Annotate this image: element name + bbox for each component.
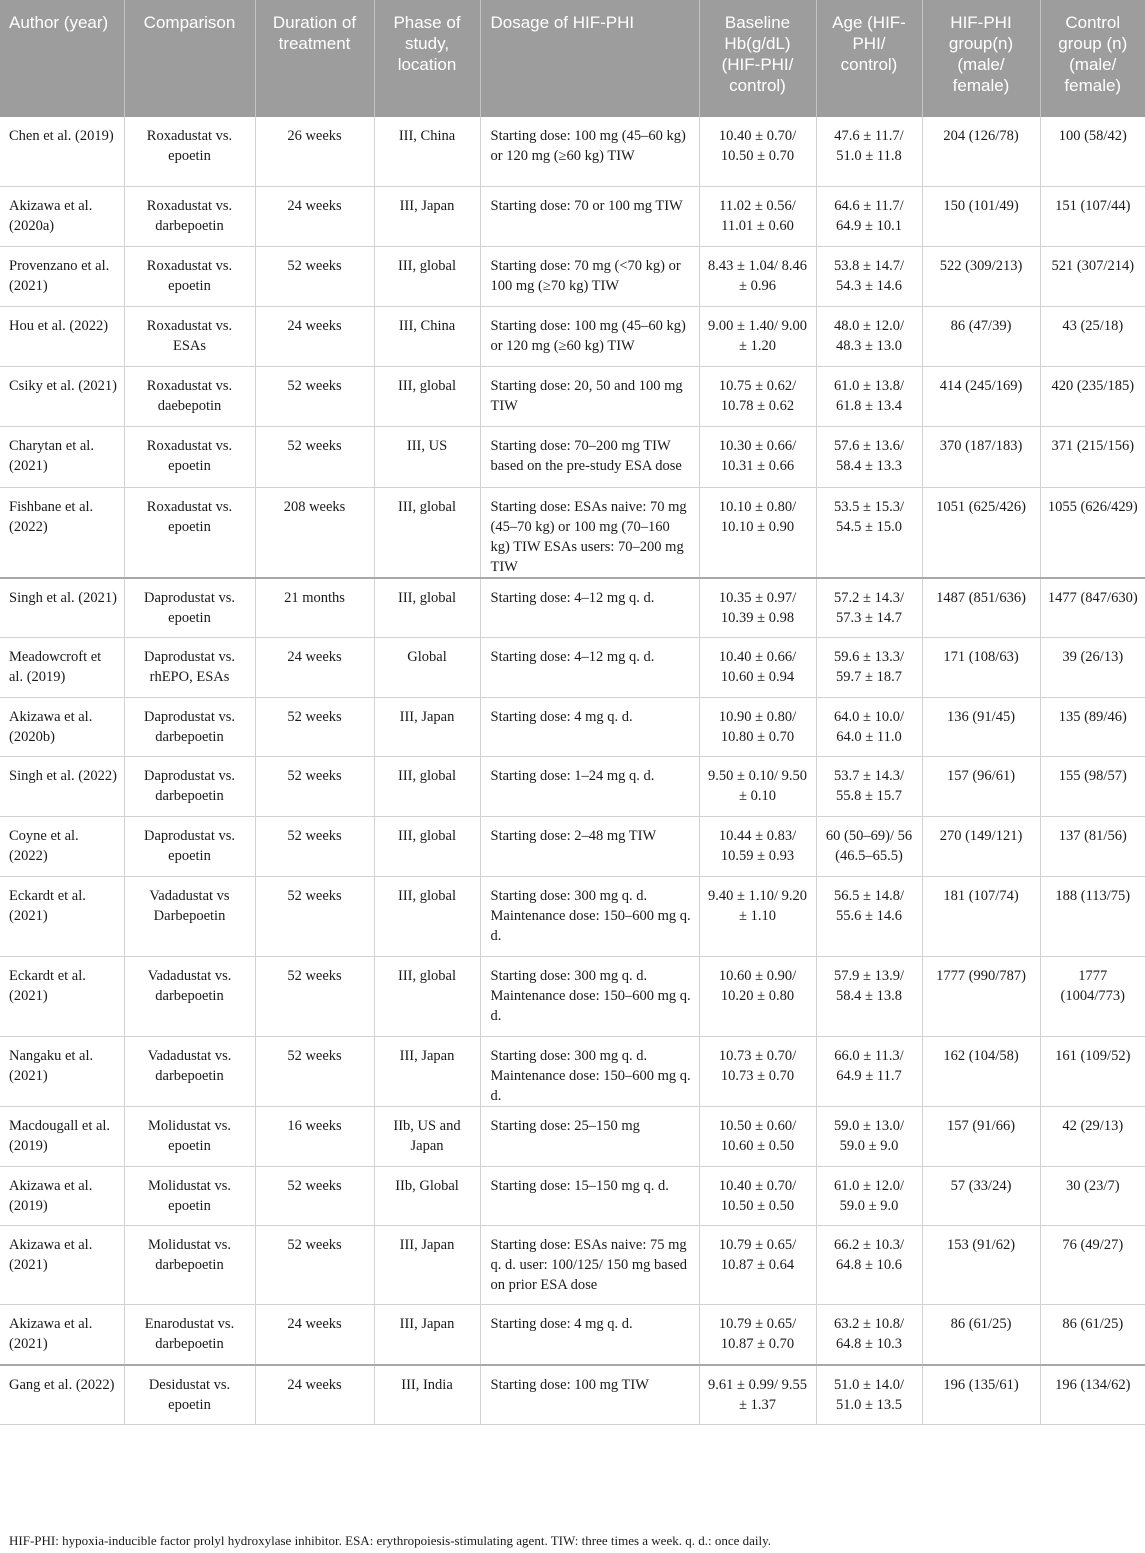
cell-author: Macdougall et al. (2019) [0, 1107, 124, 1167]
cell-comparison: Daprodustat vs. epoetin [124, 817, 255, 877]
cell-phase: III, Japan [374, 186, 480, 246]
cell-age: 51.0 ± 14.0/ 51.0 ± 13.5 [816, 1365, 922, 1425]
cell-dosage: Starting dose: 100 mg TIW [480, 1365, 699, 1425]
header-duration: Duration of treatment [255, 0, 374, 117]
cell-dosage: Starting dose: 2–48 mg TIW [480, 817, 699, 877]
cell-hif-phi-group: 270 (149/121) [922, 817, 1040, 877]
cell-duration: 52 weeks [255, 1167, 374, 1226]
header-comparison: Comparison [124, 0, 255, 117]
cell-age: 53.8 ± 14.7/ 54.3 ± 14.6 [816, 246, 922, 306]
cell-baseline-hb: 10.60 ± 0.90/ 10.20 ± 0.80 [699, 957, 816, 1037]
table-row [0, 578, 1145, 638]
cell-phase: III, China [374, 306, 480, 366]
cell-duration: 52 weeks [255, 757, 374, 817]
cell-control-group: 1477 (847/630) [1040, 578, 1145, 638]
cell-phase: III, global [374, 817, 480, 877]
cell-baseline-hb: 10.44 ± 0.83/ 10.59 ± 0.93 [699, 817, 816, 877]
cell-age: 56.5 ± 14.8/ 55.6 ± 14.6 [816, 877, 922, 957]
cell-hif-phi-group: 414 (245/169) [922, 366, 1040, 426]
cell-baseline-hb: 10.30 ± 0.66/ 10.31 ± 0.66 [699, 426, 816, 487]
cell-author: Singh et al. (2022) [0, 757, 124, 817]
cell-control-group: 43 (25/18) [1040, 306, 1145, 366]
cell-author: Fishbane et al. (2022) [0, 487, 124, 578]
cell-dosage: Starting dose: 100 mg (45–60 kg) or 120 mg (≥60 kg) TIW [480, 117, 699, 186]
cell-duration: 24 weeks [255, 638, 374, 698]
cell-hif-phi-group: 162 (104/58) [922, 1037, 1040, 1107]
cell-baseline-hb: 10.40 ± 0.70/ 10.50 ± 0.50 [699, 1167, 816, 1226]
cell-control-group: 137 (81/56) [1040, 817, 1145, 877]
table-row [0, 957, 1145, 1037]
cell-dosage: Starting dose: 4 mg q. d. [480, 698, 699, 757]
cell-dosage: Starting dose: ESAs naive: 70 mg (45–70 kg) or 100 mg (70–160 kg) TIW ESAs users: 70–200 mg TIW [480, 487, 699, 578]
cell-author: Meadowcroft et al. (2019) [0, 638, 124, 698]
cell-comparison: Daprodustat vs. darbepoetin [124, 757, 255, 817]
cell-baseline-hb: 10.79 ± 0.65/ 10.87 ± 0.64 [699, 1226, 816, 1305]
cell-author: Hou et al. (2022) [0, 306, 124, 366]
table-row [0, 698, 1145, 757]
cell-comparison: Roxadustat vs. daebepotin [124, 366, 255, 426]
table-row [0, 1226, 1145, 1305]
cell-author: Akizawa et al. (2021) [0, 1305, 124, 1365]
cell-hif-phi-group: 181 (107/74) [922, 877, 1040, 957]
cell-duration: 24 weeks [255, 186, 374, 246]
cell-comparison: Daprodustat vs. rhEPO, ESAs [124, 638, 255, 698]
cell-duration: 52 weeks [255, 877, 374, 957]
table-row [0, 1365, 1145, 1425]
cell-age: 64.0 ± 10.0/ 64.0 ± 11.0 [816, 698, 922, 757]
cell-comparison: Roxadustat vs. epoetin [124, 246, 255, 306]
cell-baseline-hb: 8.43 ± 1.04/ 8.46 ± 0.96 [699, 246, 816, 306]
cell-duration: 52 weeks [255, 366, 374, 426]
cell-control-group: 371 (215/156) [1040, 426, 1145, 487]
cell-baseline-hb: 10.75 ± 0.62/ 10.78 ± 0.62 [699, 366, 816, 426]
cell-control-group: 39 (26/13) [1040, 638, 1145, 698]
cell-dosage: Starting dose: 4 mg q. d. [480, 1305, 699, 1365]
cell-phase: III, global [374, 366, 480, 426]
cell-hif-phi-group: 157 (91/66) [922, 1107, 1040, 1167]
cell-age: 53.5 ± 15.3/ 54.5 ± 15.0 [816, 487, 922, 578]
cell-duration: 24 weeks [255, 1365, 374, 1425]
cell-duration: 52 weeks [255, 698, 374, 757]
table-row [0, 817, 1145, 877]
cell-control-group: 42 (29/13) [1040, 1107, 1145, 1167]
cell-control-group: 30 (23/7) [1040, 1167, 1145, 1226]
cell-control-group: 1777 (1004/773) [1040, 957, 1145, 1037]
cell-age: 47.6 ± 11.7/ 51.0 ± 11.8 [816, 117, 922, 186]
cell-control-group: 188 (113/75) [1040, 877, 1145, 957]
cell-age: 53.7 ± 14.3/ 55.8 ± 15.7 [816, 757, 922, 817]
cell-duration: 52 weeks [255, 1226, 374, 1305]
cell-age: 64.6 ± 11.7/ 64.9 ± 10.1 [816, 186, 922, 246]
cell-hif-phi-group: 57 (33/24) [922, 1167, 1040, 1226]
cell-hif-phi-group: 204 (126/78) [922, 117, 1040, 186]
cell-baseline-hb: 11.02 ± 0.56/ 11.01 ± 0.60 [699, 186, 816, 246]
cell-duration: 24 weeks [255, 1305, 374, 1365]
table-row [0, 306, 1145, 366]
cell-comparison: Roxadustat vs. darbepoetin [124, 186, 255, 246]
cell-hif-phi-group: 157 (96/61) [922, 757, 1040, 817]
cell-author: Chen et al. (2019) [0, 117, 124, 186]
cell-control-group: 155 (98/57) [1040, 757, 1145, 817]
cell-age: 63.2 ± 10.8/ 64.8 ± 10.3 [816, 1305, 922, 1365]
cell-control-group: 420 (235/185) [1040, 366, 1145, 426]
cell-dosage: Starting dose: 15–150 mg q. d. [480, 1167, 699, 1226]
cell-control-group: 1055 (626/429) [1040, 487, 1145, 578]
cell-baseline-hb: 10.50 ± 0.60/ 10.60 ± 0.50 [699, 1107, 816, 1167]
cell-phase: III, global [374, 578, 480, 638]
cell-dosage: Starting dose: 70 mg (<70 kg) or 100 mg (≥70 kg) TIW [480, 246, 699, 306]
cell-hif-phi-group: 1051 (625/426) [922, 487, 1040, 578]
table-row [0, 246, 1145, 306]
cell-age: 60 (50–69)/ 56 (46.5–65.5) [816, 817, 922, 877]
cell-phase: III, global [374, 877, 480, 957]
cell-hif-phi-group: 1777 (990/787) [922, 957, 1040, 1037]
cell-control-group: 161 (109/52) [1040, 1037, 1145, 1107]
header-control-group: Control group (n) (male/ female) [1040, 0, 1145, 117]
cell-control-group: 151 (107/44) [1040, 186, 1145, 246]
cell-age: 61.0 ± 13.8/ 61.8 ± 13.4 [816, 366, 922, 426]
cell-comparison: Molidustat vs. darbepoetin [124, 1226, 255, 1305]
cell-baseline-hb: 9.50 ± 0.10/ 9.50 ± 0.10 [699, 757, 816, 817]
cell-comparison: Molidustat vs. epoetin [124, 1167, 255, 1226]
cell-author: Coyne et al. (2022) [0, 817, 124, 877]
header-phase: Phase of study, location [374, 0, 480, 117]
cell-author: Csiky et al. (2021) [0, 366, 124, 426]
cell-author: Singh et al. (2021) [0, 578, 124, 638]
cell-comparison: Roxadustat vs. epoetin [124, 487, 255, 578]
cell-duration: 52 weeks [255, 246, 374, 306]
header-baseline-hb: Baseline Hb(g/dL) (HIF-PHI/ control) [699, 0, 816, 117]
cell-comparison: Desidustat vs. epoetin [124, 1365, 255, 1425]
cell-hif-phi-group: 1487 (851/636) [922, 578, 1040, 638]
cell-hif-phi-group: 370 (187/183) [922, 426, 1040, 487]
cell-dosage: Starting dose: 20, 50 and 100 mg TIW [480, 366, 699, 426]
cell-baseline-hb: 10.10 ± 0.80/ 10.10 ± 0.90 [699, 487, 816, 578]
cell-dosage: Starting dose: 70 or 100 mg TIW [480, 186, 699, 246]
cell-baseline-hb: 10.79 ± 0.65/ 10.87 ± 0.70 [699, 1305, 816, 1365]
cell-comparison: Molidustat vs. epoetin [124, 1107, 255, 1167]
header-row [0, 0, 1145, 117]
table-footnote: HIF-PHI: hypoxia-inducible factor prolyl hydroxylase inhibitor. ESA: erythropoiesis-stimulating agent. TIW: three times a week. q. d.: once daily. [9, 1533, 772, 1548]
cell-dosage: Starting dose: 300 mg q. d. Maintenance dose: 150–600 mg q. d. [480, 877, 699, 957]
cell-age: 66.2 ± 10.3/ 64.8 ± 10.6 [816, 1226, 922, 1305]
cell-baseline-hb: 9.00 ± 1.40/ 9.00 ± 1.20 [699, 306, 816, 366]
header-hif-phi-group: HIF-PHI group(n) (male/ female) [922, 0, 1040, 117]
cell-comparison: Roxadustat vs. epoetin [124, 117, 255, 186]
cell-dosage: Starting dose: 4–12 mg q. d. [480, 578, 699, 638]
cell-author: Eckardt et al. (2021) [0, 877, 124, 957]
cell-dosage: Starting dose: 300 mg q. d. Maintenance dose: 150–600 mg q. d. [480, 957, 699, 1037]
cell-dosage: Starting dose: 300 mg q. d. Maintenance dose: 150–600 mg q. d. [480, 1037, 699, 1107]
cell-comparison: Daprodustat vs. darbepoetin [124, 698, 255, 757]
cell-age: 48.0 ± 12.0/ 48.3 ± 13.0 [816, 306, 922, 366]
cell-age: 59.0 ± 13.0/ 59.0 ± 9.0 [816, 1107, 922, 1167]
cell-phase: III, India [374, 1365, 480, 1425]
cell-author: Akizawa et al. (2020a) [0, 186, 124, 246]
cell-phase: IIb, Global [374, 1167, 480, 1226]
cell-duration: 21 months [255, 578, 374, 638]
cell-duration: 208 weeks [255, 487, 374, 578]
cell-dosage: Starting dose: 100 mg (45–60 kg) or 120 mg (≥60 kg) TIW [480, 306, 699, 366]
cell-baseline-hb: 9.40 ± 1.10/ 9.20 ± 1.10 [699, 877, 816, 957]
table-row [0, 757, 1145, 817]
table-row [0, 426, 1145, 487]
cell-baseline-hb: 10.35 ± 0.97/ 10.39 ± 0.98 [699, 578, 816, 638]
cell-duration: 52 weeks [255, 817, 374, 877]
cell-hif-phi-group: 136 (91/45) [922, 698, 1040, 757]
cell-control-group: 135 (89/46) [1040, 698, 1145, 757]
cell-age: 59.6 ± 13.3/ 59.7 ± 18.7 [816, 638, 922, 698]
cell-baseline-hb: 10.90 ± 0.80/ 10.80 ± 0.70 [699, 698, 816, 757]
cell-comparison: Daprodustat vs. epoetin [124, 578, 255, 638]
cell-hif-phi-group: 153 (91/62) [922, 1226, 1040, 1305]
cell-phase: III, Japan [374, 1037, 480, 1107]
table-row [0, 638, 1145, 698]
cell-control-group: 86 (61/25) [1040, 1305, 1145, 1365]
cell-dosage: Starting dose: 1–24 mg q. d. [480, 757, 699, 817]
cell-phase: III, Japan [374, 1305, 480, 1365]
table-row [0, 1305, 1145, 1365]
cell-hif-phi-group: 171 (108/63) [922, 638, 1040, 698]
cell-duration: 24 weeks [255, 306, 374, 366]
cell-phase: III, Japan [374, 1226, 480, 1305]
table-row [0, 877, 1145, 957]
cell-control-group: 76 (49/27) [1040, 1226, 1145, 1305]
cell-comparison: Vadadustat vs. darbepoetin [124, 957, 255, 1037]
cell-author: Gang et al. (2022) [0, 1365, 124, 1425]
cell-dosage: Starting dose: ESAs naive: 75 mg q. d. user: 100/125/ 150 mg based on prior ESA dose [480, 1226, 699, 1305]
cell-age: 57.2 ± 14.3/ 57.3 ± 14.7 [816, 578, 922, 638]
cell-comparison: Roxadustat vs. epoetin [124, 426, 255, 487]
cell-control-group: 521 (307/214) [1040, 246, 1145, 306]
cell-dosage: Starting dose: 25–150 mg [480, 1107, 699, 1167]
cell-baseline-hb: 9.61 ± 0.99/ 9.55 ± 1.37 [699, 1365, 816, 1425]
cell-baseline-hb: 10.73 ± 0.70/ 10.73 ± 0.70 [699, 1037, 816, 1107]
cell-phase: III, US [374, 426, 480, 487]
table-row [0, 1107, 1145, 1167]
cell-author: Eckardt et al. (2021) [0, 957, 124, 1037]
cell-dosage: Starting dose: 4–12 mg q. d. [480, 638, 699, 698]
cell-comparison: Vadadustat vs Darbepoetin [124, 877, 255, 957]
header-age: Age (HIF-PHI/ control) [816, 0, 922, 117]
cell-dosage: Starting dose: 70–200 mg TIW based on the pre-study ESA dose [480, 426, 699, 487]
cell-phase: IIb, US and Japan [374, 1107, 480, 1167]
cell-hif-phi-group: 522 (309/213) [922, 246, 1040, 306]
table-row [0, 117, 1145, 186]
cell-author: Nangaku et al. (2021) [0, 1037, 124, 1107]
cell-control-group: 100 (58/42) [1040, 117, 1145, 186]
cell-age: 61.0 ± 12.0/ 59.0 ± 9.0 [816, 1167, 922, 1226]
cell-duration: 52 weeks [255, 426, 374, 487]
cell-duration: 26 weeks [255, 117, 374, 186]
table-row [0, 1037, 1145, 1107]
cell-control-group: 196 (134/62) [1040, 1365, 1145, 1425]
table-row [0, 1167, 1145, 1226]
cell-author: Charytan et al. (2021) [0, 426, 124, 487]
cell-age: 66.0 ± 11.3/ 64.9 ± 11.7 [816, 1037, 922, 1107]
cell-age: 57.9 ± 13.9/ 58.4 ± 13.8 [816, 957, 922, 1037]
cell-phase: Global [374, 638, 480, 698]
cell-comparison: Roxadustat vs. ESAs [124, 306, 255, 366]
cell-author: Akizawa et al. (2020b) [0, 698, 124, 757]
cell-phase: III, Japan [374, 698, 480, 757]
cell-phase: III, global [374, 957, 480, 1037]
cell-phase: III, China [374, 117, 480, 186]
cell-baseline-hb: 10.40 ± 0.66/ 10.60 ± 0.94 [699, 638, 816, 698]
cell-phase: III, global [374, 246, 480, 306]
cell-hif-phi-group: 86 (47/39) [922, 306, 1040, 366]
cell-baseline-hb: 10.40 ± 0.70/ 10.50 ± 0.70 [699, 117, 816, 186]
cell-phase: III, global [374, 757, 480, 817]
header-author: Author (year) [0, 0, 124, 117]
cell-hif-phi-group: 150 (101/49) [922, 186, 1040, 246]
cell-hif-phi-group: 86 (61/25) [922, 1305, 1040, 1365]
cell-hif-phi-group: 196 (135/61) [922, 1365, 1040, 1425]
cell-phase: III, global [374, 487, 480, 578]
cell-author: Provenzano et al. (2021) [0, 246, 124, 306]
header-dosage: Dosage of HIF-PHI [480, 0, 699, 117]
table-row [0, 487, 1145, 578]
cell-duration: 52 weeks [255, 1037, 374, 1107]
cell-author: Akizawa et al. (2019) [0, 1167, 124, 1226]
cell-duration: 52 weeks [255, 957, 374, 1037]
table-row [0, 186, 1145, 246]
cell-author: Akizawa et al. (2021) [0, 1226, 124, 1305]
table-row [0, 366, 1145, 426]
cell-duration: 16 weeks [255, 1107, 374, 1167]
cell-age: 57.6 ± 13.6/ 58.4 ± 13.3 [816, 426, 922, 487]
cell-comparison: Vadadustat vs. darbepoetin [124, 1037, 255, 1107]
cell-comparison: Enarodustat vs. darbepoetin [124, 1305, 255, 1365]
